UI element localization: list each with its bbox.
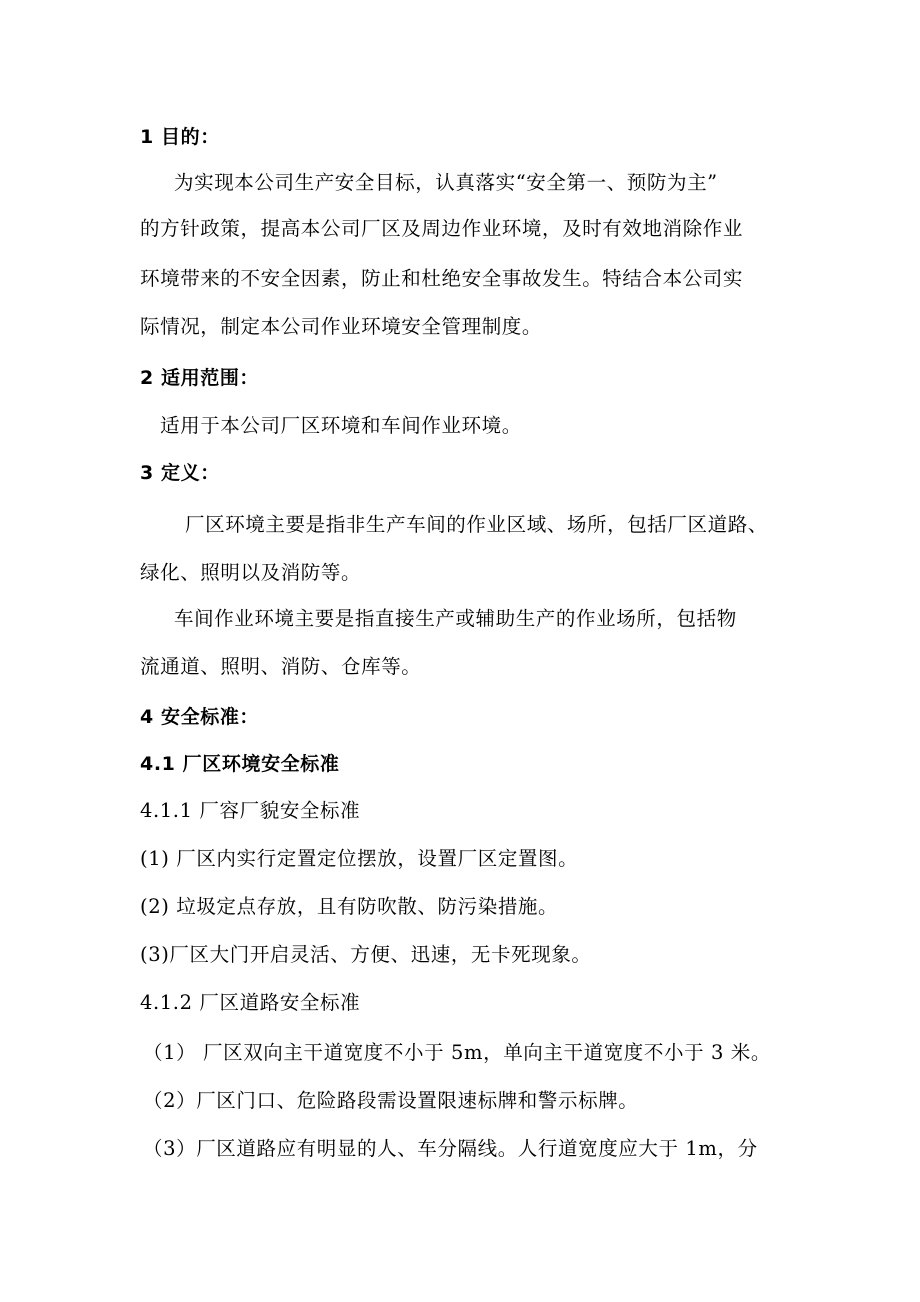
section-3-para2-line: 流通道、照明、消防、仓库等。 — [140, 655, 422, 678]
list-item: (2) 垃圾定点存放，且有防吹散、防污染措施。 — [140, 895, 559, 918]
list-item: （2）厂区门口、危险路段需设置限速标牌和警示标牌。 — [143, 1089, 639, 1112]
section-1-para-line: 环境带来的不安全因素，防止和杜绝安全事故发生。特结合本公司实 — [140, 267, 744, 290]
section-4-1-1-title: 4.1.1 厂容厂貌安全标准 — [140, 799, 361, 822]
section-4-1-heading: 4.1 厂区环境安全标准 — [140, 753, 340, 775]
list-item: （3）厂区道路应有明显的人、车分隔线。人行道宽度应大于 1m，分 — [143, 1137, 758, 1160]
list-item: （1） 厂区双向主干道宽度不小于 5m，单向主干道宽度不小于 3 米。 — [143, 1041, 772, 1064]
section-3-para1-line: 厂区环境主要是指非生产车间的作业区域、场所，包括厂区道路、 — [185, 513, 768, 536]
section-3-para2-line: 车间作业环境主要是指直接生产或辅助生产的作业场所，包括物 — [174, 607, 737, 630]
section-4-heading: 4 安全标准： — [140, 706, 260, 728]
section-2-heading: 2 适用范围： — [140, 367, 260, 389]
section-1-para-line: 为实现本公司生产安全目标，认真落实“安全第一、预防为主” — [174, 171, 718, 194]
section-2-para-line: 适用于本公司厂区环境和车间作业环境。 — [160, 414, 522, 437]
section-3-heading: 3 定义： — [140, 462, 220, 484]
section-4-1-2-title: 4.1.2 厂区道路安全标准 — [140, 991, 361, 1014]
section-1-heading: 1 目的： — [140, 126, 220, 148]
section-1-para-line: 际情况，制定本公司作业环境安全管理制度。 — [140, 315, 543, 338]
list-item: (1) 厂区内实行定置定位摆放，设置厂区定置图。 — [140, 847, 579, 870]
section-1-para-line: 的方针政策，提高本公司厂区及周边作业环境，及时有效地消除作业 — [140, 217, 744, 240]
section-3-para1-line: 绿化、照明以及消防等。 — [140, 561, 362, 584]
list-item: (3)厂区大门开启灵活、方便、迅速，无卡死现象。 — [140, 943, 592, 966]
